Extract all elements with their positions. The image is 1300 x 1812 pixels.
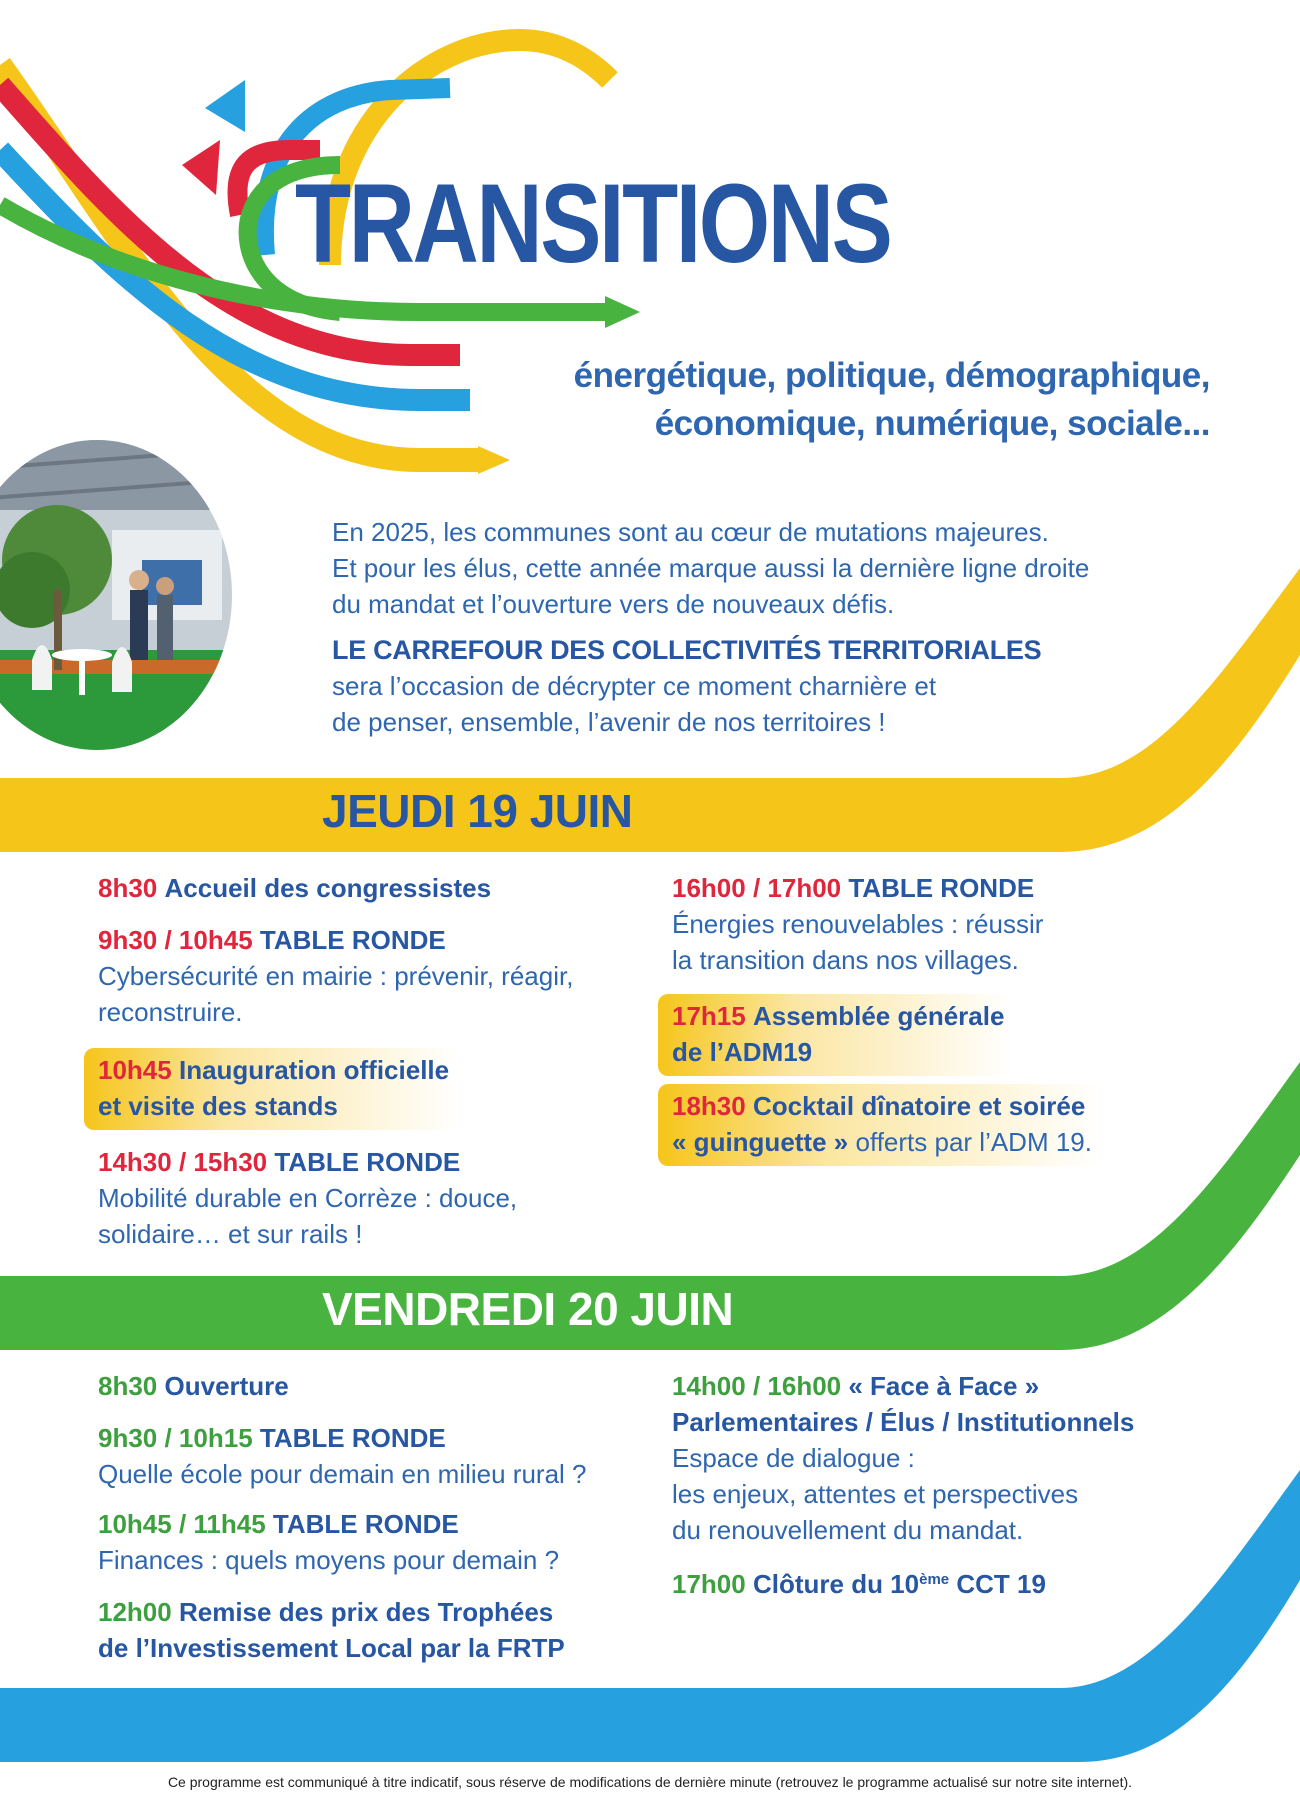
entry-desc: reconstruire.: [98, 997, 243, 1027]
intro-line: En 2025, les communes sont au cœur de mutations majeures.: [332, 517, 1049, 547]
entry-title: TABLE RONDE: [274, 1147, 461, 1177]
day1-title: JEUDI 19 JUIN: [322, 785, 633, 837]
entry-time: 10h45: [98, 1055, 172, 1085]
subtitle-line: énergétique, politique, démographique,: [573, 356, 1210, 395]
day2-entry-ouverture: [98, 1368, 289, 1404]
entry-time: 8h30: [98, 1371, 158, 1401]
entry-title: TABLE RONDE: [259, 925, 446, 955]
entry-title: Assemblée générale: [752, 1001, 1005, 1031]
day2-entry-face-a-face: [672, 1368, 1134, 1548]
entry-desc: solidaire… et sur rails !: [98, 1219, 363, 1249]
page-title: TRANSITIONS: [295, 161, 891, 286]
entry-desc: Espace de dialogue :: [672, 1443, 915, 1473]
day1-entry-cocktail: [658, 1084, 1102, 1166]
entry-desc: du renouvellement du mandat.: [672, 1515, 1024, 1545]
entry-title: Cocktail dînatoire et soirée: [752, 1091, 1086, 1121]
entry-title: TABLE RONDE: [848, 873, 1035, 903]
intro-line: du mandat et l’ouverture vers de nouveaux défis.: [332, 589, 895, 619]
intro-heading: LE CARREFOUR DES COLLECTIVITÉS TERRITORIALES: [332, 635, 1042, 665]
day1-entry-inauguration: [84, 1048, 459, 1130]
entry-time: 10h45 / 11h45: [98, 1509, 266, 1539]
entry-title: TABLE RONDE: [272, 1509, 459, 1539]
footer-disclaimer: Ce programme est communiqué à titre indicatif, sous réserve de modifications de dernière minute (retrouvez le programme actualisé sur notre site internet).: [167, 1774, 1133, 1790]
entry-time: 9h30 / 10h15: [98, 1423, 253, 1453]
entry-time: 14h30 / 15h30: [98, 1147, 268, 1177]
entry-time: 17h15: [672, 1001, 746, 1031]
entry-title: de l’Investissement Local par la FRTP: [98, 1633, 565, 1663]
entry-time: 12h00: [98, 1597, 172, 1627]
entry-title: de l’ADM19: [672, 1037, 813, 1067]
entry-title: Parlementaires / Élus / Institutionnels: [672, 1407, 1135, 1437]
red-arrow-head: [182, 140, 220, 195]
subtitle-line: économique, numérique, sociale...: [654, 404, 1210, 443]
entry-sup: ème: [919, 1571, 950, 1588]
entry-time: 9h30 / 10h45: [98, 925, 253, 955]
entry-time: 8h30: [98, 873, 158, 903]
entry-title: « Face à Face »: [848, 1371, 1040, 1401]
entry-title: Clôture du 10: [752, 1569, 920, 1599]
blue-arrow-head: [205, 80, 245, 132]
entry-title: « guinguette »: [672, 1127, 849, 1157]
entry-title: Remise des prix des Trophées: [178, 1597, 554, 1627]
entry-title: CCT 19: [956, 1569, 1046, 1599]
entry-desc: offerts par l’ADM 19.: [855, 1127, 1092, 1157]
day1-entry-cybersecurite: [98, 922, 573, 1030]
entry-desc: Finances : quels moyens pour demain ?: [98, 1545, 560, 1575]
entry-title: et visite des stands: [98, 1091, 338, 1121]
intro-text: [332, 514, 1192, 740]
entry-title: TABLE RONDE: [259, 1423, 446, 1453]
day1-entry-assemblee: [658, 994, 1014, 1076]
entry-desc: Cybersécurité en mairie : prévenir, réagir,: [98, 961, 574, 991]
subtitle: [420, 352, 1210, 448]
entry-title: Ouverture: [164, 1371, 289, 1401]
entry-desc: Quelle école pour demain en milieu rural ?: [98, 1459, 587, 1489]
entry-time: 16h00 / 17h00: [672, 873, 842, 903]
day2-title: VENDREDI 20 JUIN: [322, 1283, 734, 1335]
day1-entry-energies: [672, 870, 1043, 978]
intro-line: Et pour les élus, cette année marque aussi la dernière ligne droite: [332, 553, 1090, 583]
entry-desc: Mobilité durable en Corrèze : douce,: [98, 1183, 518, 1213]
day2-entry-cloture: [672, 1566, 1046, 1602]
entry-title: Inauguration officielle: [178, 1055, 450, 1085]
entry-time: 18h30: [672, 1091, 746, 1121]
day1-entry-mobilite: [98, 1144, 517, 1252]
entry-desc: la transition dans nos villages.: [672, 945, 1019, 975]
entry-desc: Énergies renouvelables : réussir: [672, 909, 1044, 939]
day2-entry-ecole: [98, 1420, 587, 1492]
day1-entry-accueil: [98, 870, 491, 906]
intro-line: de penser, ensemble, l’avenir de nos territoires !: [332, 707, 886, 737]
green-arrow-head: [605, 296, 640, 328]
entry-title: Accueil des congressistes: [164, 873, 492, 903]
entry-desc: les enjeux, attentes et perspectives: [672, 1479, 1079, 1509]
day2-entry-trophees: [98, 1594, 565, 1666]
entry-time: 17h00: [672, 1569, 746, 1599]
intro-line: sera l’occasion de décrypter ce moment charnière et: [332, 671, 937, 701]
day2-entry-finances: [98, 1506, 559, 1578]
yellow-arrow-head: [478, 446, 510, 474]
entry-time: 14h00 / 16h00: [672, 1371, 842, 1401]
